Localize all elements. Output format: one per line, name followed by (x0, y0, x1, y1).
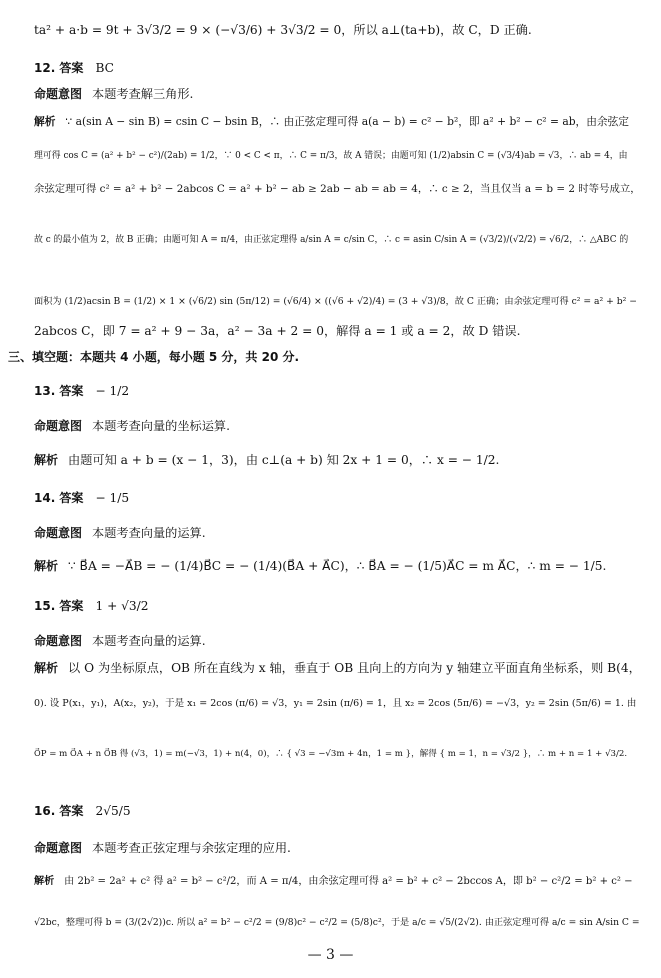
q13-intent: 本题考查向量的坐标运算. (92, 419, 230, 433)
q12-line-2: 理可得 cos C = (a² + b² − c²)/(2ab) = 1/2，∵ 0 < C < π，∴ C = π/3，故 A 错误；由题可知 (1/2)absin C = (√3/4)ab = √3，∴ ab = 4，由 (34, 151, 628, 161)
q12-answer-row (34, 60, 642, 76)
q12-intent-row (34, 86, 642, 102)
q14-answer: − 1/5 (95, 491, 130, 505)
q13-analysis-row (34, 452, 642, 468)
q13-line: 由题可知 a + b = (x − 1，3)，由 c⊥(a + b) 知 2x + 1 = 0，∴ x = − 1/2. (68, 453, 500, 467)
q13-intent-row (34, 418, 642, 434)
q13-intent-label: 命题意图 (34, 419, 83, 433)
q14-analysis-row (34, 558, 642, 574)
q12-line-3: 余弦定理可得 c² = a² + b² − 2abcos C = a² + b² − ab ≥ 2ab − ab = ab = 4，∴ c ≥ 2，当且仅当 a = b = 2 时等号成立， (34, 183, 641, 195)
q15-number: 15. 答案 (34, 599, 84, 613)
q12-line-5: 面积为 (1/2)acsin B = (1/2) × 1 × (√6/2) sin (5π/12) = (√6/4) × ((√6 + √2)/4) = (3 + √3)/8，故 C 正确；由余弦定理可得 c² = a² + b² − (34, 296, 637, 307)
q16-line-1: 由 2b² = 2a² + c² 得 a² = b² − c²/2，而 A = π/4，由余弦定理可得 a² = b² + c² − 2bccos A，即 b² − c²/2 = b² + c² − (64, 876, 633, 887)
q14-intent-label: 命题意图 (34, 526, 83, 540)
q16-answer: 2√5/5 (95, 804, 131, 818)
q12-number: 12. 答案 (34, 61, 84, 75)
page-number: — 3 — (307, 947, 354, 963)
q14-line: ∵ B⃗A = −A⃗B = − (1/4)B⃗C = − (1/4)(B⃗A + A⃗C)，∴ B⃗A = − (1/5)A⃗C = m A⃗C，∴ m = − 1/5. (68, 559, 607, 573)
q14-number: 14. 答案 (34, 491, 84, 505)
q16-intent: 本题考查正弦定理与余弦定理的应用. (92, 841, 291, 855)
q15-answer: 1 + √3/2 (95, 599, 149, 613)
q14-intent: 本题考查向量的运算. (92, 526, 206, 540)
section-3-heading: 三、填空题：本题共 4 小题，每小题 5 分，共 20 分. (8, 350, 300, 364)
q15-analysis-row (34, 660, 642, 676)
q13-analysis-label: 解析 (34, 453, 59, 467)
q15-intent: 本题考查向量的运算. (92, 634, 206, 648)
top-line: ta² + a·b = 9t + 3√3/2 = 9 × (−√3/6) + 3√3/2 = 0，所以 a⊥(ta+b)，故 C，D 正确. (34, 23, 532, 37)
q14-answer-row (34, 490, 642, 506)
q14-intent-row (34, 525, 642, 541)
q16-intent-label: 命题意图 (34, 841, 83, 855)
q13-answer: − 1/2 (95, 384, 130, 398)
q13-number: 13. 答案 (34, 384, 84, 398)
q12-intent: 本题考查解三角形. (92, 87, 194, 101)
q16-analysis-row (34, 874, 642, 890)
q15-analysis-label: 解析 (34, 661, 59, 675)
q16-number: 16. 答案 (34, 804, 84, 818)
q12-answer: BC (95, 61, 114, 75)
q12-analysis-label: 解析 (34, 115, 56, 128)
q12-line-4: 故 c 的最小值为 2，故 B 正确；由题可知 A = π/4，由正弦定理得 a/sin A = c/sin C，∴ c = asin C/sin A = (√3/2)/(√2/2) = √6/2，∴ △ABC 的 (34, 235, 629, 245)
q14-analysis-label: 解析 (34, 559, 59, 573)
q16-analysis-label: 解析 (34, 876, 55, 887)
q12-line-1: ∵ a(sin A − sin B) = csin C − bsin B，∴ 由正弦定理可得 a(a − b) = c² − b²，即 a² + b² − c² = ab，由余弦定 (65, 115, 629, 128)
q15-line-1: 以 O 为坐标原点，OB 所在直线为 x 轴，垂直于 OB 且向上的方向为 y 轴建立平面直角坐标系，则 B(4， (68, 661, 641, 675)
q15-answer-row (34, 598, 642, 614)
q12-intent-label: 命题意图 (34, 87, 83, 101)
q16-answer-row (34, 803, 642, 819)
q15-line-2: 0). 设 P(x₁，y₁)，A(x₂，y₂)，于是 x₁ = 2cos (π/6) = √3，y₁ = 2sin (π/6) = 1，且 x₂ = 2cos (5π/6) = −√3，y₂ = 2sin (5π/6) = 1. 由 (34, 698, 637, 709)
q16-line-2: √2bc，整理可得 b = (3/(2√2))c. 所以 a² = b² − c²/2 = (9/8)c² − c²/2 = (5/8)c²，于是 a/c = √5/(2√2). 由正弦定理可得 a/c = sin A/sin C = (34, 917, 640, 928)
q12-analysis-row (34, 114, 642, 130)
q16-intent-row (34, 840, 642, 856)
q15-intent-row (34, 633, 642, 649)
q15-intent-label: 命题意图 (34, 634, 83, 648)
q13-answer-row (34, 383, 642, 399)
q12-line-6: 2abcos C，即 7 = a² + 9 − 3a，a² − 3a + 2 = 0，解得 a = 1 或 a = 2，故 D 错误. (34, 324, 521, 338)
q15-line-3: O⃗P = m O⃗A + n O⃗B 得 (√3，1) = m(−√3，1) + n(4，0)，∴ { √3 = −√3m + 4n，1 = m }，解得 { m = 1，n = √3/2 }，∴ m + n = 1 + √3/2. (34, 749, 628, 759)
